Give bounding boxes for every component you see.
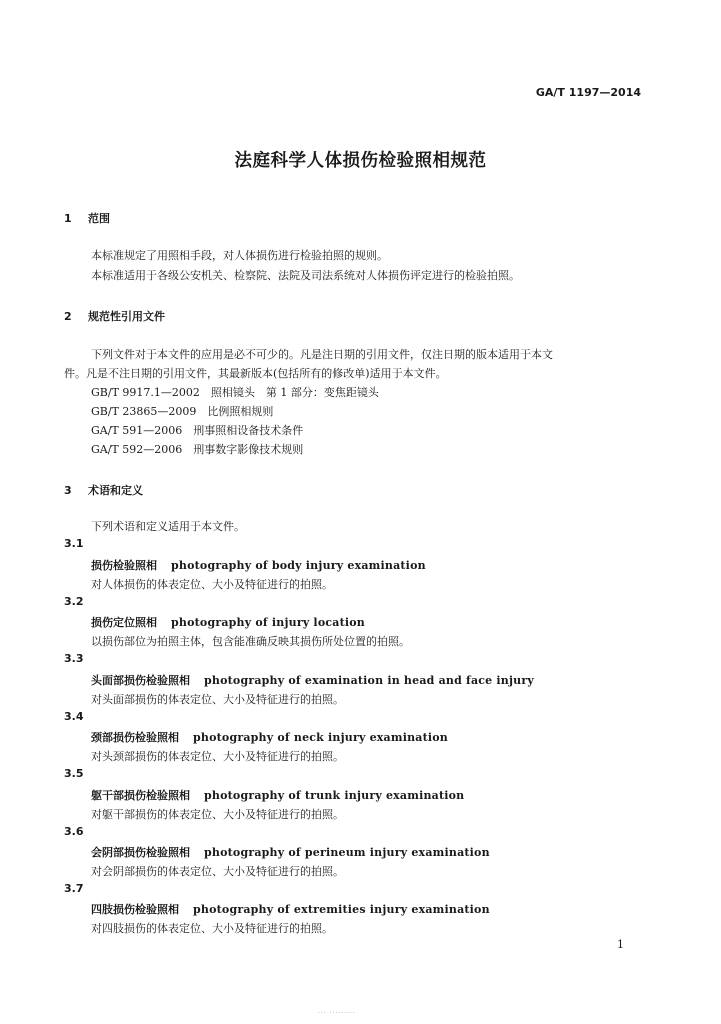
term-number: 3.4 <box>64 710 84 723</box>
section-1-line: 本标准适用于各级公安机关、检察院、法院及司法系统对人体损伤评定进行的检验拍照。 <box>91 269 520 282</box>
section-number: 1 <box>64 212 72 225</box>
scan-footer-mark: ··· ········· <box>318 1010 356 1017</box>
term-definition: 对头面部损伤的体表定位、大小及特征进行的拍照。 <box>91 693 344 706</box>
term-number: 3.5 <box>64 767 84 780</box>
section-title: 术语和定义 <box>88 484 143 497</box>
term-zh: 躯干部损伤检验照相 <box>91 789 190 802</box>
section-number: 2 <box>64 310 72 323</box>
term-entry <box>91 614 365 630</box>
term-entry <box>91 557 426 573</box>
term-zh: 四肢损伤检验照相 <box>91 903 179 916</box>
section-3-heading <box>64 482 143 498</box>
term-zh: 损伤定位照相 <box>91 616 157 629</box>
term-en: photography of examination in head and face injury <box>204 674 534 687</box>
section-2-line: 下列文件对于本文件的应用是必不可少的。凡是注日期的引用文件，仅注日期的版本适用于本文 <box>91 348 553 361</box>
term-number: 3.3 <box>64 652 84 665</box>
term-zh: 颈部损伤检验照相 <box>91 731 179 744</box>
reference-item: GB/T 9917.1—2002 照相镜头 第 1 部分：变焦距镜头 <box>91 386 379 399</box>
page-number: 1 <box>617 938 624 951</box>
section-1-line: 本标准规定了用照相手段，对人体损伤进行检验拍照的规则。 <box>91 249 388 262</box>
section-3-intro: 下列术语和定义适用于本文件。 <box>91 520 245 533</box>
term-en: photography of body injury examination <box>171 559 426 572</box>
reference-item: GA/T 592—2006 刑事数字影像技术规则 <box>91 443 304 456</box>
term-definition: 对头颈部损伤的体表定位、大小及特征进行的拍照。 <box>91 750 344 763</box>
term-number: 3.6 <box>64 825 84 838</box>
term-definition: 以损伤部位为拍照主体，包含能准确反映其损伤所处位置的拍照。 <box>91 635 410 648</box>
term-en: photography of injury location <box>171 616 365 629</box>
term-zh: 损伤检验照相 <box>91 559 157 572</box>
term-number: 3.7 <box>64 882 84 895</box>
section-number: 3 <box>64 484 72 497</box>
reference-item: GA/T 591—2006 刑事照相设备技术条件 <box>91 424 304 437</box>
section-title: 规范性引用文件 <box>88 310 165 323</box>
section-2-line: 件。凡是不注日期的引用文件，其最新版本(包括所有的修改单)适用于本文件。 <box>64 367 447 380</box>
term-entry <box>91 729 448 745</box>
term-definition: 对会阴部损伤的体表定位、大小及特征进行的拍照。 <box>91 865 344 878</box>
section-2-heading <box>64 308 165 324</box>
term-entry <box>91 844 490 860</box>
term-en: photography of perineum injury examination <box>204 846 490 859</box>
section-title: 范围 <box>88 212 110 225</box>
term-zh: 头面部损伤检验照相 <box>91 674 190 687</box>
term-number: 3.2 <box>64 595 84 608</box>
term-definition: 对四肢损伤的体表定位、大小及特征进行的拍照。 <box>91 922 333 935</box>
term-entry <box>91 901 490 917</box>
term-definition: 对人体损伤的体表定位、大小及特征进行的拍照。 <box>91 578 333 591</box>
term-en: photography of neck injury examination <box>193 731 449 744</box>
term-entry <box>91 787 464 803</box>
term-definition: 对躯干部损伤的体表定位、大小及特征进行的拍照。 <box>91 808 344 821</box>
term-en: photography of trunk injury examination <box>204 789 465 802</box>
reference-item: GB/T 23865—2009 比例照相规则 <box>91 405 274 418</box>
term-entry <box>91 672 534 688</box>
term-zh: 会阴部损伤检验照相 <box>91 846 190 859</box>
section-1-heading <box>64 210 110 226</box>
term-number: 3.1 <box>64 537 84 550</box>
document-title: 法庭科学人体损伤检验照相规范 <box>234 151 487 171</box>
standard-code: GA/T 1197—2014 <box>535 86 641 99</box>
term-en: photography of extremities injury examination <box>193 903 490 916</box>
